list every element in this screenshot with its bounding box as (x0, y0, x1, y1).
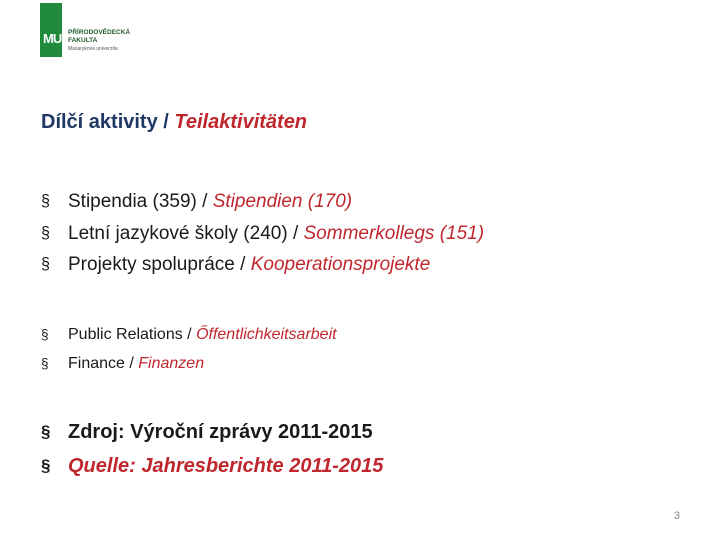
page-number: 3 (673, 510, 680, 522)
list-item: § Letní jazykové školy (240) / Sommerkollegs (151) (41, 222, 485, 244)
faculty-logo (40, 3, 160, 63)
logo-text: PŘÍRODOVĚDECKÁ FAKULTA Masarykova univerzita (68, 29, 131, 52)
source-item-czech: § Zdroj: Výroční zprávy 2011-2015 (41, 421, 373, 443)
list-item: § Public Relations / Őffentlichkeitsarbeit (41, 326, 337, 343)
list-item: § Finance / Finanzen (41, 355, 205, 372)
list-item: § Projekty spolupráce / Kooperationsprojekte (41, 254, 431, 275)
list-item: § Stipendia (359) / Stipendien (170) (41, 191, 353, 212)
secondary-list (41, 320, 337, 378)
source-list (41, 415, 383, 483)
activities-list (41, 186, 484, 281)
university-logo-mark: MU (40, 3, 62, 57)
slide-title: Dílčí aktivity / Teilaktivitäten (41, 111, 308, 133)
source-item-german: § Quelle: Jahresberichte 2011-2015 (41, 455, 384, 477)
